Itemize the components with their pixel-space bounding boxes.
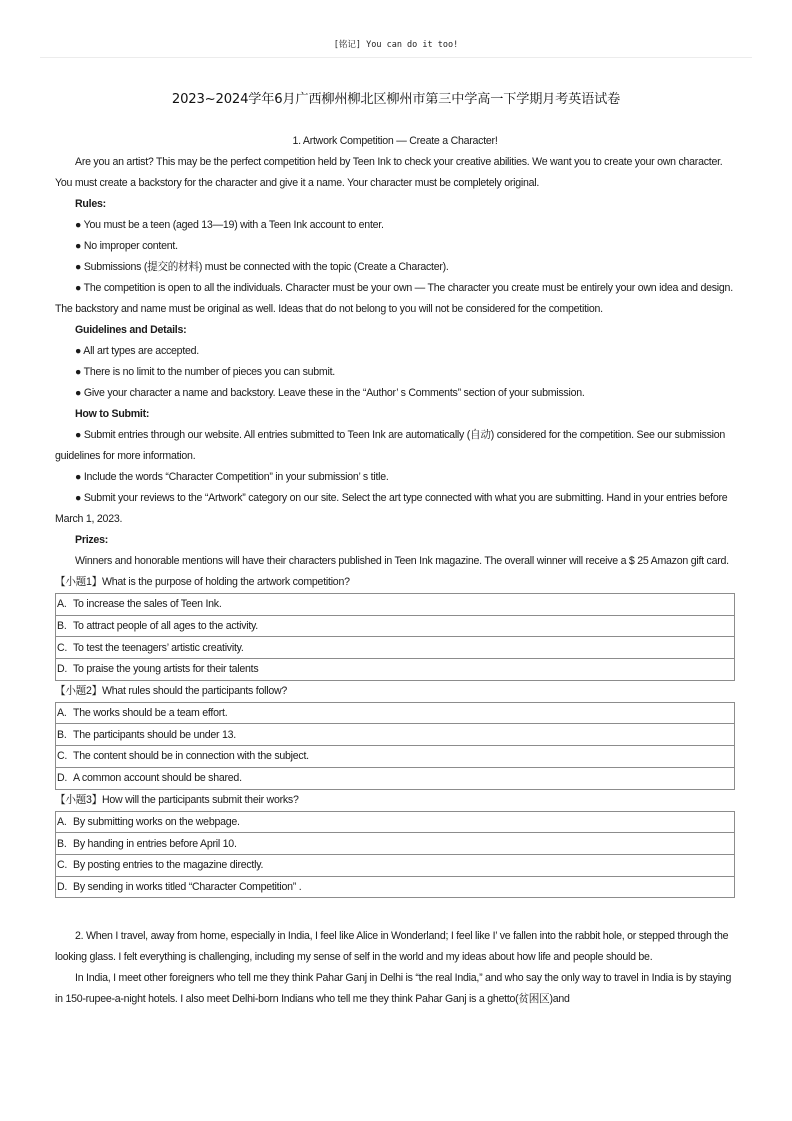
option-text: To increase the sales of Teen Ink. bbox=[73, 598, 222, 611]
submit-item: ● Submit entries through our website. All entries submitted to Teen Ink are automatically (自动) considered for the competition. See our submission guidelines for more information. bbox=[55, 429, 726, 462]
passage2-paragraph: 2. When I travel, away from home, especially in India, I feel like Alice in Wonderland; I feel like I’ ve fallen into the rabbit hole, or stepped through the looking glass. I felt everything is challenging, including my sense of self in the world and my ideas about how life and people should be. bbox=[55, 930, 729, 964]
submit-item: ● Include the words “Character Competition” in your submission’ s title. bbox=[75, 471, 389, 483]
option-text: The works should be a team effort. bbox=[73, 707, 228, 720]
option-text: A common account should be shared. bbox=[73, 772, 242, 785]
option-row[interactable] bbox=[56, 833, 735, 855]
guideline-item: ● There is no limit to the number of pieces you can submit. bbox=[75, 366, 335, 378]
option-text: To attract people of all ages to the activity. bbox=[73, 620, 258, 633]
guidelines-heading: Guidelines and Details: bbox=[75, 324, 187, 336]
question-3-options bbox=[55, 811, 735, 899]
guideline-item: ● Give your character a name and backstory. Leave these in the “Author’ s Comments” section of your submission. bbox=[75, 387, 585, 399]
option-letter: A. bbox=[57, 598, 67, 611]
option-letter: B. bbox=[57, 837, 67, 850]
rule-item: ● You must be a teen (aged 13—19) with a Teen Ink account to enter. bbox=[75, 219, 384, 231]
rule-item: ● The competition is open to all the individuals. Character must be your own — The character you create must be entirely your own idea and design. The backstory and name must be original as well. Ideas that do not belong to you will not be considered for the competition. bbox=[55, 282, 733, 315]
question-3-label: 【小题3】How will the participants submit their works? bbox=[55, 793, 299, 806]
passage1-heading: 1. Artwork Competition — Create a Character! bbox=[292, 135, 498, 147]
question-1-label: 【小题1】What is the purpose of holding the artwork competition? bbox=[55, 576, 350, 588]
submit-heading: How to Submit: bbox=[75, 408, 150, 420]
option-text: The content should be in connection with the subject. bbox=[73, 750, 309, 763]
prizes-text: Winners and honorable mentions will have their characters published in Teen Ink magazine. The overall winner will receive a $ 25 Amazon gift card. bbox=[75, 555, 729, 567]
option-row[interactable] bbox=[56, 637, 735, 659]
passage2-paragraph: In India, I meet other foreigners who tell me they think Pahar Ganj in Delhi is “the real India,” and who say the only way to travel in India is by staying in 150-rupee-a-night hotels. I also meet Delhi-born Indians who tell me they think Pahar Ganj is a ghetto(贫困区)and bbox=[55, 972, 732, 1006]
passage1-intro: Are you an artist? This may be the perfect competition held by Teen Ink to check your creative abilities. We want you to create your own character. You must create a backstory for the character and give it a name. Your character must be completely original. bbox=[55, 156, 723, 189]
option-row[interactable] bbox=[56, 876, 735, 898]
option-row[interactable] bbox=[56, 746, 735, 768]
guideline-item: ● All art types are accepted. bbox=[75, 345, 199, 357]
option-letter: D. bbox=[57, 663, 68, 676]
document-title: 2023~2024学年6月广西柳州柳北区柳州市第三中学高一下学期月考英语试卷 bbox=[171, 92, 621, 107]
option-text: To praise the young artists for their talents bbox=[73, 663, 259, 676]
option-text: By handing in entries before April 10. bbox=[73, 837, 237, 850]
header-note: [铭记] You can do it too! bbox=[333, 40, 459, 50]
question-2-label: 【小题2】What rules should the participants follow? bbox=[55, 684, 288, 697]
prizes-heading: Prizes: bbox=[75, 534, 108, 546]
option-row[interactable] bbox=[56, 724, 735, 746]
section-gap bbox=[55, 898, 735, 926]
option-letter: A. bbox=[57, 815, 67, 828]
option-row[interactable] bbox=[56, 811, 735, 833]
option-letter: A. bbox=[57, 707, 67, 720]
option-row[interactable] bbox=[56, 767, 735, 789]
option-letter: B. bbox=[57, 728, 67, 741]
option-letter: C. bbox=[57, 750, 68, 763]
option-letter: C. bbox=[57, 859, 68, 872]
header-divider bbox=[40, 57, 752, 58]
option-letter: C. bbox=[57, 641, 68, 654]
option-letter: B. bbox=[57, 620, 67, 633]
option-text: By sending in works titled “Character Competition” . bbox=[73, 880, 302, 893]
option-text: The participants should be under 13. bbox=[73, 728, 236, 741]
option-text: By submitting works on the webpage. bbox=[73, 815, 240, 828]
option-text: By posting entries to the magazine directly. bbox=[73, 859, 264, 872]
option-row[interactable] bbox=[56, 854, 735, 876]
question-1-options bbox=[55, 593, 735, 681]
option-letter: D. bbox=[57, 880, 68, 893]
document-body bbox=[55, 131, 735, 1010]
rule-item: ● Submissions (提交的材料) must be connected with the topic (Create a Character). bbox=[75, 261, 449, 273]
submit-item: ● Submit your reviews to the “Artwork” category on our site. Select the art type connected with what you are submitting. Hand in your entries before March 1, 2023. bbox=[55, 492, 728, 525]
question-2-options bbox=[55, 702, 735, 790]
option-row[interactable] bbox=[56, 702, 735, 724]
rules-heading: Rules: bbox=[75, 198, 106, 210]
option-row[interactable] bbox=[56, 659, 735, 681]
option-letter: D. bbox=[57, 772, 68, 785]
rule-item: ● No improper content. bbox=[75, 240, 178, 252]
option-row[interactable] bbox=[56, 594, 735, 616]
option-text: To test the teenagers’ artistic creativity. bbox=[73, 641, 244, 654]
option-row[interactable] bbox=[56, 615, 735, 637]
